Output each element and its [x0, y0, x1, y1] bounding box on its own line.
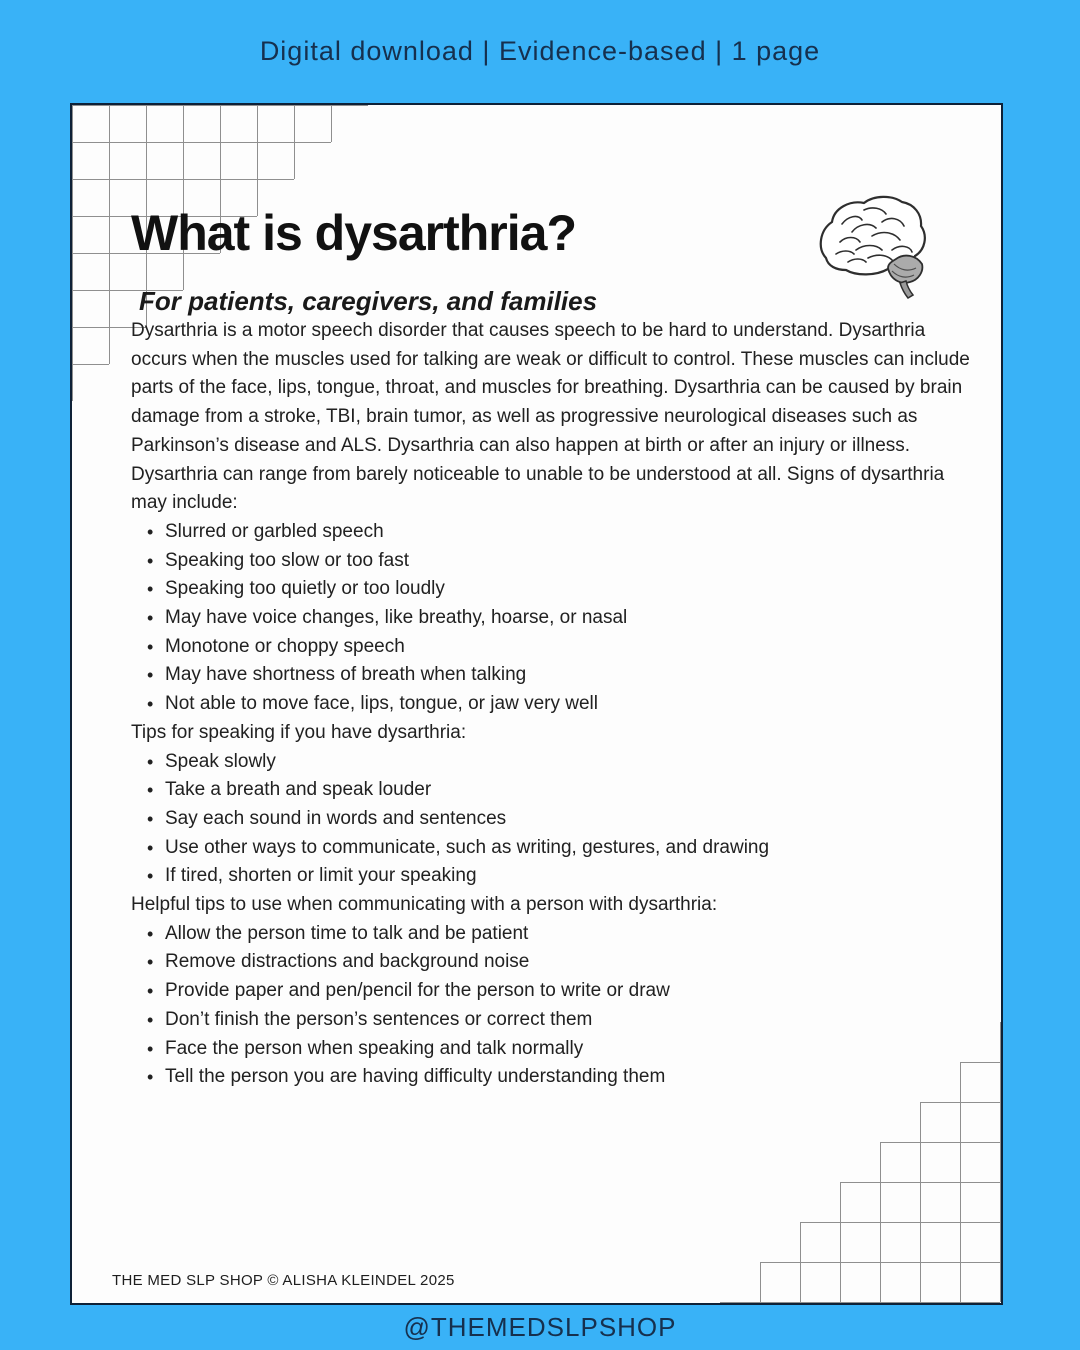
copyright-text: THE MED SLP SHOP © ALISHA KLEINDEL 2025 [112, 1272, 455, 1289]
page-content [72, 205, 1001, 1092]
list-item: • May have shortness of breath when talking [131, 661, 977, 690]
list-item: • Speaking too quietly or too loudly [131, 575, 977, 604]
list-item: • Remove distractions and background noise [131, 948, 977, 977]
social-handle-text: @THEMEDSLPSHOP [403, 1312, 677, 1342]
list-item: • Slurred or garbled speech [131, 518, 977, 547]
top-banner-text: Digital download | Evidence-based | 1 page [259, 36, 821, 66]
bottom-banner [0, 1305, 1080, 1350]
handout-page [70, 103, 1003, 1305]
list-item: • May have voice changes, like breathy, hoarse, or nasal [131, 604, 977, 633]
list-item: • Not able to move face, lips, tongue, or jaw very well [131, 690, 977, 719]
page-title: What is dysarthria? [131, 205, 576, 261]
list-item: • Allow the person time to talk and be patient [131, 920, 977, 949]
list-item: • If tired, shorten or limit your speaking [131, 862, 977, 891]
signs-list [131, 518, 977, 719]
intro-paragraph: Dysarthria is a motor speech disorder that causes speech to be hard to understand. Dysarthria occurs when the muscles used for talking are weak or difficult to control. These muscles can include parts of the face, lips, tongue, throat, and muscles for breathing. Dysarthria can be caused by brain damage from a stroke, TBI, brain tumor, as well as progressive neurological diseases such as Parkinson’s disease and ALS. Dysarthria can also happen at birth or after an injury or illness. [131, 320, 970, 456]
tips-communicating-list [131, 920, 977, 1092]
list-item: • Provide paper and pen/pencil for the person to write or draw [131, 977, 977, 1006]
list-item: • Say each sound in words and sentences [131, 805, 977, 834]
list-item: • Tell the person you are having difficulty understanding them [131, 1063, 977, 1092]
tips-speaking-list [131, 748, 977, 892]
list-item: • Take a breath and speak louder [131, 776, 977, 805]
signs-lead: Dysarthria can range from barely noticeable to unable to be understood at all. Signs of dysarthria may include: [131, 463, 945, 514]
list-item: • Don’t finish the person’s sentences or correct them [131, 1006, 977, 1035]
tips-communicating-lead: Helpful tips to use when communicating with a person with dysarthria: [131, 894, 718, 916]
top-banner [0, 0, 1080, 103]
tips-speaking-lead: Tips for speaking if you have dysarthria: [131, 721, 467, 743]
list-item: • Speaking too slow or too fast [131, 547, 977, 576]
list-item: • Face the person when speaking and talk normally [131, 1035, 977, 1064]
page-subtitle: For patients, caregivers, and families [139, 286, 598, 316]
list-item: • Use other ways to communicate, such as writing, gestures, and drawing [131, 834, 977, 863]
list-item: • Speak slowly [131, 748, 977, 777]
list-item: • Monotone or choppy speech [131, 633, 977, 662]
